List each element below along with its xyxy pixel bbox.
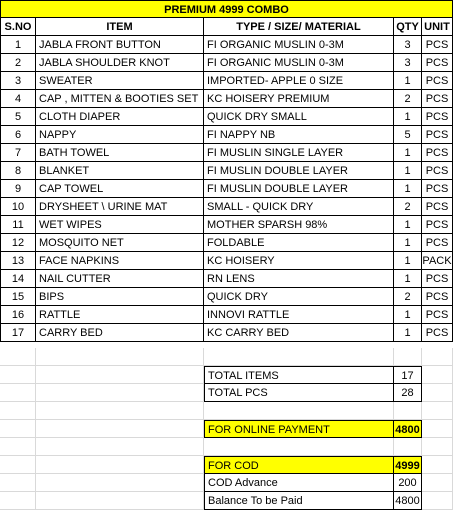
online-payment-value[interactable]: 4800: [394, 420, 422, 438]
cell-qty[interactable]: 1: [394, 216, 422, 234]
cod-label[interactable]: FOR COD: [204, 456, 394, 474]
total-pcs-value[interactable]: 28: [394, 384, 422, 402]
cell-sno[interactable]: 2: [0, 54, 36, 72]
cell-qty[interactable]: 1: [394, 306, 422, 324]
cell-type[interactable]: KC HOISERY PREMIUM: [204, 90, 394, 108]
header-sno[interactable]: S.NO: [0, 18, 36, 36]
cell-item[interactable]: BLANKET: [36, 162, 204, 180]
balance-value[interactable]: 4800: [394, 492, 422, 510]
cell-qty[interactable]: 1: [394, 108, 422, 126]
cell-sno[interactable]: 17: [0, 324, 36, 342]
cell-item[interactable]: CAP , MITTEN & BOOTIES SET: [36, 90, 204, 108]
header-qty[interactable]: QTY: [394, 18, 422, 36]
summary-row-total-items: [0, 366, 453, 384]
table-row: [0, 324, 453, 342]
cell-item[interactable]: NAPPY: [36, 126, 204, 144]
cell-unit[interactable]: PCS: [422, 90, 453, 108]
sheet-title[interactable]: PREMIUM 4999 COMBO: [0, 0, 453, 18]
empty-cell[interactable]: [36, 402, 204, 420]
table-row: [0, 288, 453, 306]
cell-type[interactable]: QUICK DRY: [204, 288, 394, 306]
table-row: [0, 36, 453, 54]
cell-type[interactable]: FI MUSLIN DOUBLE LAYER: [204, 180, 394, 198]
cell-qty[interactable]: 1: [394, 180, 422, 198]
empty-cell[interactable]: [0, 348, 36, 366]
cell-sno[interactable]: 5: [0, 108, 36, 126]
cell-type[interactable]: FI ORGANIC MUSLIN 0-3M: [204, 36, 394, 54]
cell-type[interactable]: MOTHER SPARSH 98%: [204, 216, 394, 234]
cell-item[interactable]: FACE NAPKINS: [36, 252, 204, 270]
cell-qty[interactable]: 1: [394, 234, 422, 252]
title-row: [0, 0, 453, 18]
cell-type[interactable]: RN LENS: [204, 270, 394, 288]
cell-item[interactable]: BIPS: [36, 288, 204, 306]
cell-unit[interactable]: PCS: [422, 270, 453, 288]
cell-unit[interactable]: PCS: [422, 216, 453, 234]
cell-item[interactable]: DRYSHEET \ URINE MAT: [36, 198, 204, 216]
cell-qty[interactable]: 1: [394, 144, 422, 162]
summary-row-online: [0, 420, 453, 438]
cell-item[interactable]: SWEATER: [36, 72, 204, 90]
online-payment-label[interactable]: FOR ONLINE PAYMENT: [204, 420, 394, 438]
balance-label[interactable]: Balance To be Paid: [204, 492, 394, 510]
empty-cell[interactable]: [36, 438, 204, 456]
cell-sno[interactable]: 6: [0, 126, 36, 144]
cell-type[interactable]: KC HOISERY: [204, 252, 394, 270]
empty-cell[interactable]: [0, 402, 36, 420]
cell-sno[interactable]: 8: [0, 162, 36, 180]
cell-unit[interactable]: PCS: [422, 162, 453, 180]
cell-sno[interactable]: 11: [0, 216, 36, 234]
cell-sno[interactable]: 4: [0, 90, 36, 108]
cell-unit[interactable]: PCS: [422, 54, 453, 72]
empty-cell[interactable]: [422, 402, 453, 420]
cell-sno[interactable]: 13: [0, 252, 36, 270]
table-row: [0, 252, 453, 270]
cell-type[interactable]: FOLDABLE: [204, 234, 394, 252]
table-row: [0, 90, 453, 108]
cell-sno[interactable]: 14: [0, 270, 36, 288]
cell-unit[interactable]: PCS: [422, 144, 453, 162]
cell-qty[interactable]: 2: [394, 288, 422, 306]
cell-unit[interactable]: PCS: [422, 36, 453, 54]
cell-item[interactable]: JABLA SHOULDER KNOT: [36, 54, 204, 72]
table-row: [0, 270, 453, 288]
empty-cell[interactable]: [0, 438, 36, 456]
cell-qty[interactable]: 1: [394, 324, 422, 342]
cell-qty[interactable]: 1: [394, 252, 422, 270]
table-row: [0, 108, 453, 126]
table-row: [0, 54, 453, 72]
cell-sno[interactable]: 12: [0, 234, 36, 252]
empty-cell[interactable]: [204, 348, 394, 366]
cell-item[interactable]: BATH TOWEL: [36, 144, 204, 162]
cell-qty[interactable]: 2: [394, 90, 422, 108]
total-items-value[interactable]: 17: [394, 366, 422, 384]
cell-sno[interactable]: 7: [0, 144, 36, 162]
table-row: [0, 306, 453, 324]
cell-sno[interactable]: 1: [0, 36, 36, 54]
cell-unit[interactable]: PCS: [422, 288, 453, 306]
cell-unit[interactable]: PCS: [422, 72, 453, 90]
cell-item[interactable]: NAIL CUTTER: [36, 270, 204, 288]
cell-unit[interactable]: PCS: [422, 306, 453, 324]
cell-unit[interactable]: PCS: [422, 324, 453, 342]
cell-item[interactable]: CAP TOWEL: [36, 180, 204, 198]
cell-unit[interactable]: PCS: [422, 180, 453, 198]
cell-item[interactable]: WET WIPES: [36, 216, 204, 234]
cell-qty[interactable]: 5: [394, 126, 422, 144]
cell-item[interactable]: MOSQUITO NET: [36, 234, 204, 252]
empty-cell[interactable]: [394, 348, 422, 366]
header-unit[interactable]: UNIT: [422, 18, 453, 36]
empty-cell[interactable]: [204, 402, 394, 420]
empty-cell[interactable]: [204, 438, 394, 456]
cell-type[interactable]: IMPORTED- APPLE 0 SIZE: [204, 72, 394, 90]
summary-row-cod: [0, 456, 453, 474]
empty-cell[interactable]: [394, 438, 422, 456]
table-row: [0, 234, 453, 252]
cell-item[interactable]: CARRY BED: [36, 324, 204, 342]
cell-unit[interactable]: PACK: [422, 252, 453, 270]
cell-type[interactable]: SMALL - QUICK DRY: [204, 198, 394, 216]
cell-unit[interactable]: PCS: [422, 234, 453, 252]
empty-cell[interactable]: [36, 348, 204, 366]
table-row: [0, 216, 453, 234]
cell-qty[interactable]: 3: [394, 54, 422, 72]
cell-sno[interactable]: 15: [0, 288, 36, 306]
total-items-label[interactable]: TOTAL ITEMS: [204, 366, 394, 384]
cod-advance-label[interactable]: COD Advance: [204, 474, 394, 492]
cell-type[interactable]: QUICK DRY SMALL: [204, 108, 394, 126]
cell-type[interactable]: INNOVI RATTLE: [204, 306, 394, 324]
table-row: [0, 144, 453, 162]
summary-row-cod-advance: [0, 474, 453, 492]
cell-unit[interactable]: PCS: [422, 198, 453, 216]
cell-qty[interactable]: 2: [394, 198, 422, 216]
cell-type[interactable]: FI MUSLIN DOUBLE LAYER: [204, 162, 394, 180]
total-pcs-label[interactable]: TOTAL PCS: [204, 384, 394, 402]
cell-type[interactable]: FI MUSLIN SINGLE LAYER: [204, 144, 394, 162]
header-item[interactable]: ITEM: [36, 18, 204, 36]
table-row: [0, 126, 453, 144]
cell-type[interactable]: FI ORGANIC MUSLIN 0-3M: [204, 54, 394, 72]
cell-qty[interactable]: 3: [394, 36, 422, 54]
cell-qty[interactable]: 1: [394, 162, 422, 180]
empty-cell[interactable]: [422, 348, 453, 366]
cell-unit[interactable]: PCS: [422, 108, 453, 126]
summary-row-balance: [0, 492, 453, 510]
cell-item[interactable]: RATTLE: [36, 306, 204, 324]
cell-type[interactable]: FI NAPPY NB: [204, 126, 394, 144]
cell-item[interactable]: CLOTH DIAPER: [36, 108, 204, 126]
table-row: [0, 162, 453, 180]
cell-item[interactable]: JABLA FRONT BUTTON: [36, 36, 204, 54]
empty-cell[interactable]: [422, 438, 453, 456]
cell-qty[interactable]: 1: [394, 72, 422, 90]
cell-sno[interactable]: 9: [0, 180, 36, 198]
cell-sno[interactable]: 16: [0, 306, 36, 324]
cod-advance-value[interactable]: 200: [394, 474, 422, 492]
table-row: [0, 180, 453, 198]
header-type[interactable]: TYPE / SIZE/ MATERIAL: [204, 18, 394, 36]
empty-cell[interactable]: [394, 402, 422, 420]
table-row: [0, 198, 453, 216]
cell-sno[interactable]: 10: [0, 198, 36, 216]
cell-unit[interactable]: PCS: [422, 126, 453, 144]
cell-sno[interactable]: 3: [0, 72, 36, 90]
summary-row-total-pcs: [0, 384, 453, 402]
cell-qty[interactable]: 1: [394, 270, 422, 288]
cod-value[interactable]: 4999: [394, 456, 422, 474]
table-row: [0, 72, 453, 90]
cell-type[interactable]: KC CARRY BED: [204, 324, 394, 342]
header-row: [0, 18, 453, 36]
